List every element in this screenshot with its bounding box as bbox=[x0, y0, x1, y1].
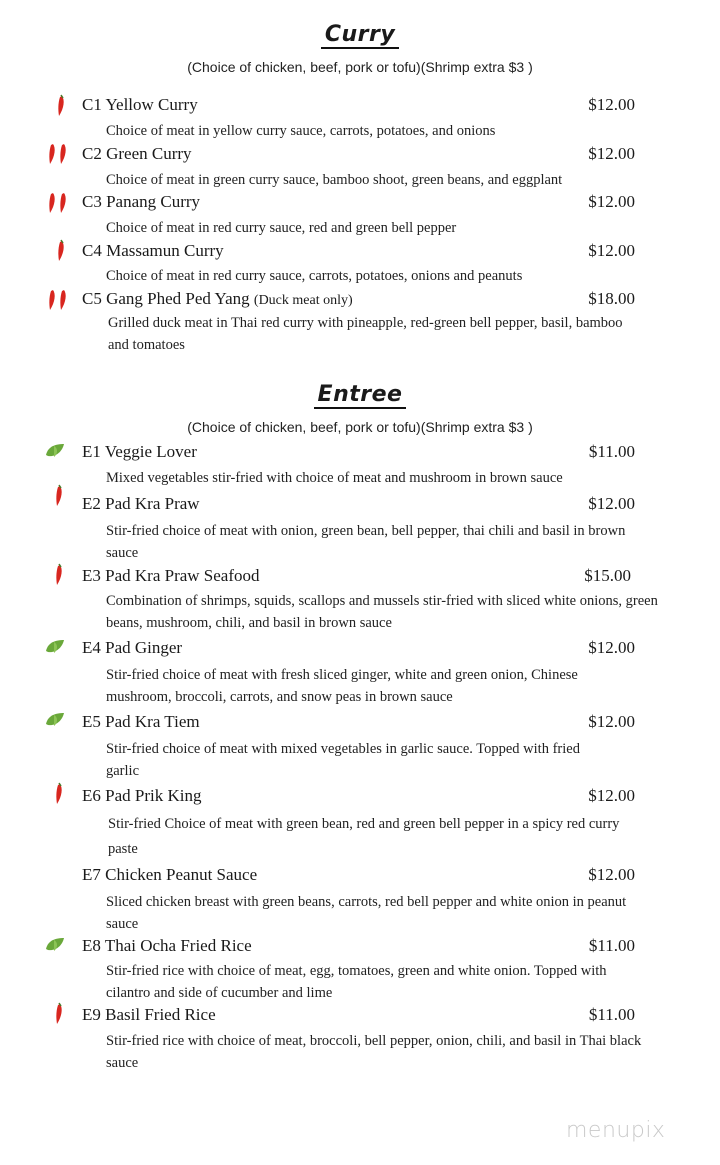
menu-item-description: Choice of meat in yellow curry sauce, carrots, potatoes, and onions bbox=[106, 123, 496, 139]
double-chili-pepper-icon bbox=[46, 191, 70, 215]
menu-item-price: $12.00 bbox=[588, 712, 635, 731]
menu-item-name: E9 Basil Fried Rice bbox=[82, 1005, 216, 1024]
menu-item-price: $12.00 bbox=[588, 192, 635, 211]
menu-item-description: Stir-fried rice with choice of meat, broccoli, bell pepper, onion, chili, and basil in Thai black sauce bbox=[106, 1033, 642, 1071]
menu-item-description: Combination of shrimps, squids, scallops and mussels stir-fried with sliced white onions, green beans, mushroom, chili, and basil in brown sauce bbox=[106, 593, 658, 631]
menu-item-price: $11.00 bbox=[588, 1005, 635, 1024]
chili-pepper-icon bbox=[52, 1002, 66, 1026]
chili-pepper-icon bbox=[54, 94, 68, 118]
menu-item-description: Sliced chicken breast with green beans, carrots, red bell pepper and white onion in peanut sauce bbox=[106, 894, 627, 932]
menu-item-description: Stir-fried choice of meat with fresh sliced ginger, white and green onion, Chinese mushroom, broccoli, carrots, and snow peas in brown sauce bbox=[106, 667, 578, 705]
menu-item-description: Stir-fried rice with choice of meat, egg, tomatoes, green and white onion. Topped with cilantro and side of cucumber and lime bbox=[106, 963, 607, 1001]
menu-item-price: $11.00 bbox=[588, 936, 635, 955]
chili-pepper-icon bbox=[54, 239, 68, 263]
menu-item-description: Choice of meat in red curry sauce, carrots, potatoes, onions and peanuts bbox=[106, 268, 523, 284]
menupix-watermark: menupix bbox=[566, 1118, 666, 1143]
curry-section-title: Curry bbox=[0, 22, 720, 47]
menu-item-description: Stir-fried Choice of meat with green bean, red and green bell pepper in a spicy red curry paste bbox=[108, 816, 620, 857]
entree-section-title: Entree bbox=[0, 382, 720, 407]
menu-item-name: C1 Yellow Curry bbox=[82, 95, 198, 114]
menu-item-price: $12.00 bbox=[588, 638, 635, 657]
menu-item-price: $18.00 bbox=[588, 289, 635, 308]
curry-section-note: (Choice of chicken, beef, pork or tofu)(Shrimp extra $3 ) bbox=[187, 59, 533, 75]
menu-item-price: $12.00 bbox=[588, 95, 635, 114]
menu-item-name: E1 Veggie Lover bbox=[82, 442, 197, 461]
double-chili-pepper-icon bbox=[46, 288, 70, 312]
menu-item-name: E4 Pad Ginger bbox=[82, 638, 183, 657]
chili-pepper-icon bbox=[52, 484, 66, 508]
menu-item-name: E5 Pad Kra Tiem bbox=[82, 712, 200, 731]
menu-item-price: $12.00 bbox=[588, 494, 635, 513]
menu-item-name: E8 Thai Ocha Fried Rice bbox=[82, 936, 252, 955]
menu-item-price: $12.00 bbox=[588, 865, 635, 884]
menu-item-name: C4 Massamun Curry bbox=[82, 241, 224, 260]
menu-item-price: $15.00 bbox=[584, 566, 631, 585]
menu-item-description: Grilled duck meat in Thai red curry with pineapple, red-green bell pepper, basil, bamboo and tomatoes bbox=[108, 315, 623, 353]
menu-item-note: (Duck meat only) bbox=[253, 293, 353, 308]
menu-item-name: C2 Green Curry bbox=[82, 144, 192, 163]
menu-item-price: $11.00 bbox=[588, 442, 635, 461]
menu-item-price: $12.00 bbox=[588, 144, 635, 163]
menu-item-name: E2 Pad Kra Praw bbox=[82, 494, 200, 513]
menu-item-description: Stir-fried choice of meat with mixed vegetables in garlic sauce. Topped with fried garlic bbox=[106, 741, 580, 779]
menu-item-price: $12.00 bbox=[588, 786, 635, 805]
menu-item-price: $12.00 bbox=[588, 241, 635, 260]
leaf-icon bbox=[44, 638, 66, 654]
menu-item-description: Choice of meat in red curry sauce, red and green bell pepper bbox=[106, 220, 457, 236]
leaf-icon bbox=[44, 711, 66, 727]
menu-item-description: Mixed vegetables stir-fried with choice of meat and mushroom in brown sauce bbox=[106, 470, 563, 486]
double-chili-pepper-icon bbox=[46, 142, 70, 166]
menu-item-name: E3 Pad Kra Praw Seafood bbox=[82, 566, 260, 585]
menu-item-name: E7 Chicken Peanut Sauce bbox=[82, 865, 258, 884]
leaf-icon bbox=[44, 442, 66, 458]
chili-pepper-icon bbox=[52, 782, 66, 806]
menu-item-description: Stir-fried choice of meat with onion, green bean, bell pepper, thai chili and basil in brown sauce bbox=[106, 523, 626, 561]
entree-section-note: (Choice of chicken, beef, pork or tofu)(Shrimp extra $3 ) bbox=[187, 419, 533, 435]
leaf-icon bbox=[44, 936, 66, 952]
chili-pepper-icon bbox=[52, 563, 66, 587]
menu-item-name: C5 Gang Phed Ped Yang (Duck meat only) bbox=[82, 289, 353, 308]
menu-item-description: Choice of meat in green curry sauce, bamboo shoot, green beans, and eggplant bbox=[106, 172, 563, 188]
menu-item-name: C3 Panang Curry bbox=[82, 192, 201, 211]
menu-item-name: E6 Pad Prik King bbox=[82, 786, 202, 805]
